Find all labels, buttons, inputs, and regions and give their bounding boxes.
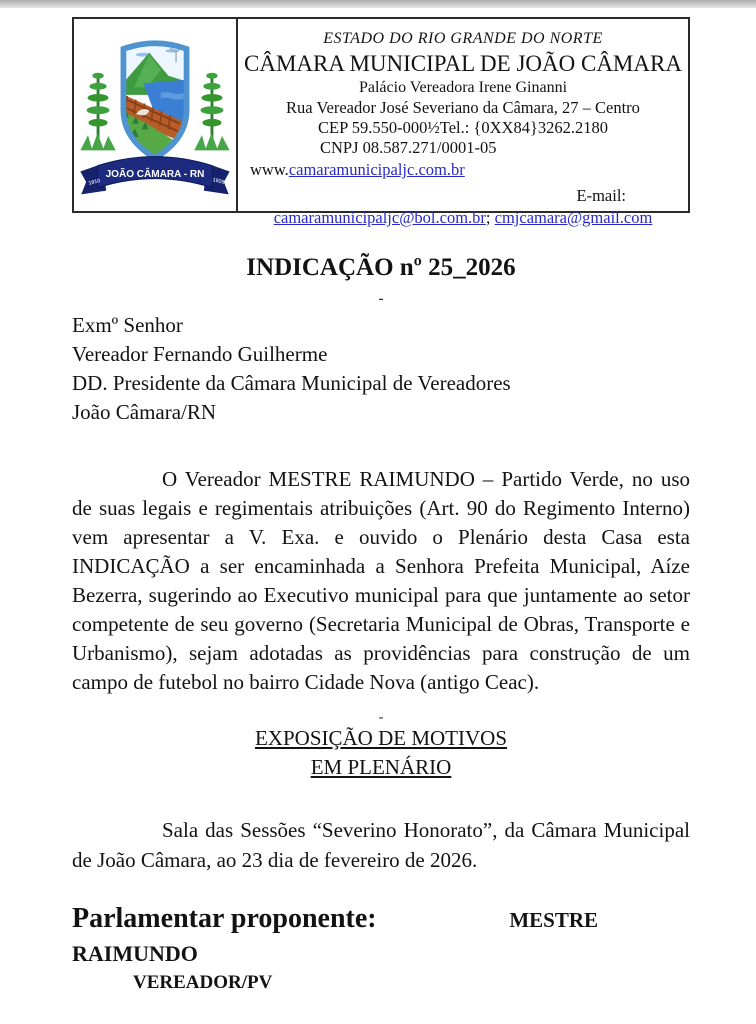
recipient-line: Vereador Fernando Guilherme (72, 342, 328, 366)
scan-edge-shadow (0, 0, 756, 8)
recipient-block (72, 311, 690, 427)
section-heading-line2: EM PLENÁRIO (310, 755, 452, 779)
shield-icon (120, 36, 192, 160)
signature-name-part2: RAIMUNDO (72, 941, 198, 966)
signature-role: VEREADOR/PV (133, 972, 273, 993)
website-link[interactable]: camaramunicipaljc.com.br (288, 160, 465, 179)
letterhead-text-cell (238, 19, 688, 227)
email-link-1[interactable]: camaramunicipaljc@bol.com.br (273, 208, 486, 227)
email-separator: ; (485, 208, 495, 227)
recipient-line: DD. Presidente da Câmara Municipal de Vereadores (72, 371, 511, 395)
state-line: ESTADO DO RIO GRANDE DO NORTE (323, 30, 603, 47)
closing-paragraph: Sala das Sessões “Severino Honorato”, da Câmara Municipal de João Câmara, ao 23 dia de fevereiro de 2026. (72, 818, 690, 872)
ribbon-year-right: 1928 (211, 177, 225, 186)
email-label: E-mail: (576, 186, 626, 205)
letterhead-logo-cell (74, 19, 238, 211)
signature-line (72, 902, 690, 936)
org-name: CÂMARA MUNICIPAL DE JOÃO CÂMARA (244, 51, 682, 76)
coat-of-arms-logo (76, 26, 234, 204)
ribbon-banner (80, 157, 229, 195)
dash-under-title: - (378, 291, 384, 307)
email-link-2[interactable]: cmjcamara@gmail.com (494, 208, 653, 227)
letterhead (72, 17, 690, 227)
tree-icon-right (194, 73, 229, 151)
section-heading (72, 724, 690, 782)
document-title: INDICAÇÃO nº 25_2026 (246, 254, 516, 281)
body-paragraph: O Vereador MESTRE RAIMUNDO – Partido Verde, no uso de suas legais e regimentais atribuições (Art. 90 do Regimento Interno) vem apresentar a V. Exa. e ouvido o Plenário desta Casa esta INDICAÇÃO a ser encaminhada a Senhora Prefeita Municipal, Aíze Bezerra, sugerindo ao Executivo municipal para que juntamente ao setor competente de seu governo (Secretaria Municipal de Obras, Transporte e Urbanismo), sejam adotadas as providências para construção de um campo de futebol no bairro Cidade Nova (antigo Ceac). (72, 467, 690, 694)
address-line: Rua Vereador José Severiano da Câmara, 27 – Centro (286, 98, 640, 117)
website-line (244, 160, 682, 180)
palace-line: Palácio Vereadora Irene Ginanni (358, 79, 568, 96)
ribbon-text: JOÃO CÂMARA - RN (105, 169, 205, 181)
signature-label: Parlamentar proponente: (72, 903, 377, 934)
recipient-line: João Câmara/RN (72, 400, 217, 424)
section-heading-line1: EXPOSIÇÃO DE MOTIVOS (254, 726, 507, 750)
signature-name-part1: MESTRE (509, 908, 598, 932)
recipient-line: Exmº Senhor (72, 313, 183, 337)
website-prefix: www. (250, 160, 289, 179)
cep-tel-line: CEP 59.550-000½Tel.: {0XX84}3262.2180 (318, 118, 608, 137)
cnpj-line: CNPJ 08.587.271/0001-05 (320, 138, 497, 157)
dash-above-heading: - (378, 710, 384, 725)
email-line (244, 208, 682, 228)
ribbon-year-left: 1910 (88, 178, 101, 187)
tree-icon-left (80, 73, 115, 151)
